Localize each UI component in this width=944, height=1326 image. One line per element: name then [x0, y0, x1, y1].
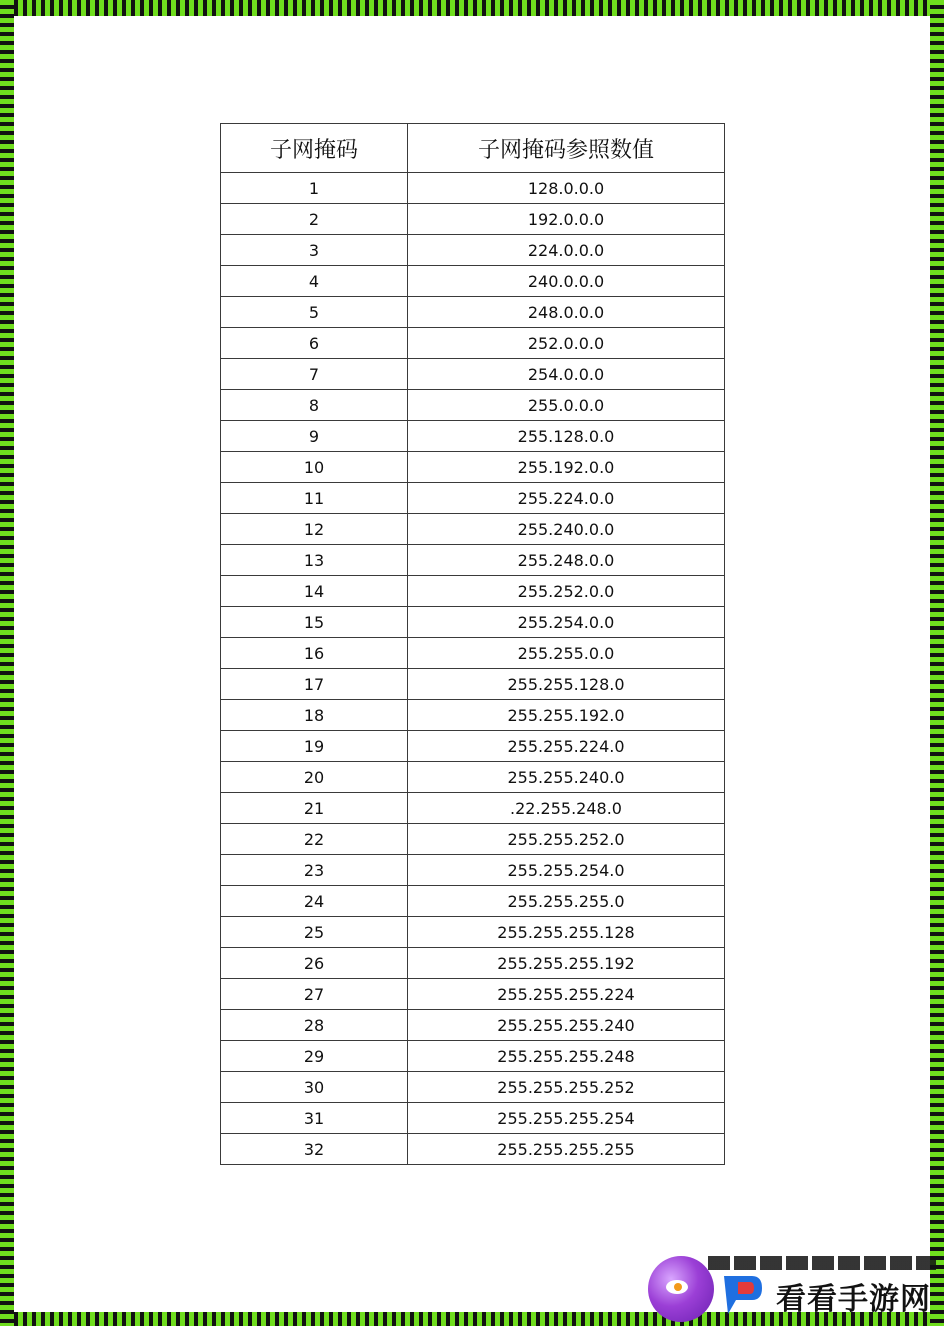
table-row	[221, 917, 725, 948]
prefix-length-cell: 32	[221, 1134, 408, 1165]
mask-value-cell: .22.255.248.0	[408, 793, 725, 824]
table-row	[221, 948, 725, 979]
mask-value-cell: 240.0.0.0	[408, 266, 725, 297]
prefix-length-cell: 7	[221, 359, 408, 390]
prefix-length-cell: 9	[221, 421, 408, 452]
mask-value-cell: 255.224.0.0	[408, 483, 725, 514]
table-row	[221, 328, 725, 359]
prefix-length-cell: 26	[221, 948, 408, 979]
prefix-length-cell: 4	[221, 266, 408, 297]
table-row	[221, 1103, 725, 1134]
mask-value-cell: 255.255.255.255	[408, 1134, 725, 1165]
table-row	[221, 700, 725, 731]
prefix-length-cell: 3	[221, 235, 408, 266]
frame-right-border	[930, 0, 944, 1326]
prefix-length-cell: 1	[221, 173, 408, 204]
table-row	[221, 452, 725, 483]
prefix-length-cell: 14	[221, 576, 408, 607]
table-row	[221, 886, 725, 917]
mask-value-cell: 255.252.0.0	[408, 576, 725, 607]
mask-value-cell: 252.0.0.0	[408, 328, 725, 359]
mask-value-cell: 255.255.255.192	[408, 948, 725, 979]
table-row	[221, 1010, 725, 1041]
prefix-length-cell: 27	[221, 979, 408, 1010]
table-row	[221, 545, 725, 576]
mask-value-cell: 255.255.255.0	[408, 886, 725, 917]
prefix-length-cell: 31	[221, 1103, 408, 1134]
subnet-mask-table	[220, 123, 725, 1165]
mask-value-cell: 255.255.255.128	[408, 917, 725, 948]
mask-value-cell: 255.255.240.0	[408, 762, 725, 793]
table-row	[221, 824, 725, 855]
mask-value-cell: 255.255.255.252	[408, 1072, 725, 1103]
prefix-length-cell: 17	[221, 669, 408, 700]
prefix-length-cell: 29	[221, 1041, 408, 1072]
mask-value-cell: 255.240.0.0	[408, 514, 725, 545]
prefix-length-cell: 15	[221, 607, 408, 638]
watermark-logo	[648, 1250, 938, 1326]
mask-value-cell: 248.0.0.0	[408, 297, 725, 328]
frame-top-border	[0, 0, 944, 16]
prefix-length-cell: 8	[221, 390, 408, 421]
mask-value-cell: 255.255.255.254	[408, 1103, 725, 1134]
prefix-length-cell: 2	[221, 204, 408, 235]
table-row	[221, 514, 725, 545]
table-row	[221, 855, 725, 886]
frame-left-border	[0, 0, 14, 1326]
mask-value-cell: 255.255.255.248	[408, 1041, 725, 1072]
watermark-text: 看看手游网	[776, 1282, 931, 1317]
prefix-length-cell: 21	[221, 793, 408, 824]
table-row	[221, 638, 725, 669]
mask-value-cell: 224.0.0.0	[408, 235, 725, 266]
table-body	[221, 173, 725, 1165]
table-row	[221, 297, 725, 328]
table-row	[221, 235, 725, 266]
mask-value-cell: 255.128.0.0	[408, 421, 725, 452]
table-row	[221, 1072, 725, 1103]
mask-value-cell: 255.254.0.0	[408, 607, 725, 638]
prefix-length-cell: 16	[221, 638, 408, 669]
table-row	[221, 483, 725, 514]
table-row	[221, 793, 725, 824]
table-row	[221, 669, 725, 700]
prefix-length-cell: 22	[221, 824, 408, 855]
table-row	[221, 1134, 725, 1165]
mask-value-cell: 128.0.0.0	[408, 173, 725, 204]
prefix-length-cell: 28	[221, 1010, 408, 1041]
table-row	[221, 266, 725, 297]
prefix-length-cell: 24	[221, 886, 408, 917]
mask-value-cell: 255.255.0.0	[408, 638, 725, 669]
table-row	[221, 731, 725, 762]
table-row	[221, 390, 725, 421]
mask-value-cell: 255.192.0.0	[408, 452, 725, 483]
table-row	[221, 979, 725, 1010]
mask-value-cell: 255.0.0.0	[408, 390, 725, 421]
prefix-length-cell: 19	[221, 731, 408, 762]
prefix-length-cell: 18	[221, 700, 408, 731]
mask-value-cell: 255.255.252.0	[408, 824, 725, 855]
mask-value-cell: 255.255.255.240	[408, 1010, 725, 1041]
prefix-length-cell: 25	[221, 917, 408, 948]
table-row	[221, 359, 725, 390]
prefix-length-cell: 6	[221, 328, 408, 359]
mask-value-cell: 255.255.224.0	[408, 731, 725, 762]
table-row	[221, 576, 725, 607]
prefix-length-cell: 11	[221, 483, 408, 514]
mask-value-cell: 192.0.0.0	[408, 204, 725, 235]
table-row	[221, 1041, 725, 1072]
watermark-bar	[708, 1256, 936, 1270]
prefix-length-cell: 5	[221, 297, 408, 328]
prefix-length-cell: 10	[221, 452, 408, 483]
mask-value-cell: 255.248.0.0	[408, 545, 725, 576]
table-header-row	[221, 124, 725, 173]
table-row	[221, 607, 725, 638]
prefix-length-cell: 20	[221, 762, 408, 793]
prefix-length-cell: 30	[221, 1072, 408, 1103]
prefix-length-cell: 12	[221, 514, 408, 545]
header-mask-value: 子网掩码参照数值	[408, 124, 725, 173]
prefix-length-cell: 13	[221, 545, 408, 576]
mask-value-cell: 255.255.192.0	[408, 700, 725, 731]
prefix-length-cell: 23	[221, 855, 408, 886]
table-row	[221, 173, 725, 204]
table-row	[221, 762, 725, 793]
mask-value-cell: 255.255.254.0	[408, 855, 725, 886]
mask-value-cell: 255.255.128.0	[408, 669, 725, 700]
header-prefix-length: 子网掩码	[221, 124, 408, 173]
table-row	[221, 204, 725, 235]
logo-eye-dot-icon	[674, 1283, 682, 1291]
mask-value-cell: 255.255.255.224	[408, 979, 725, 1010]
logo-p-icon	[718, 1270, 766, 1318]
mask-value-cell: 254.0.0.0	[408, 359, 725, 390]
table-row	[221, 421, 725, 452]
